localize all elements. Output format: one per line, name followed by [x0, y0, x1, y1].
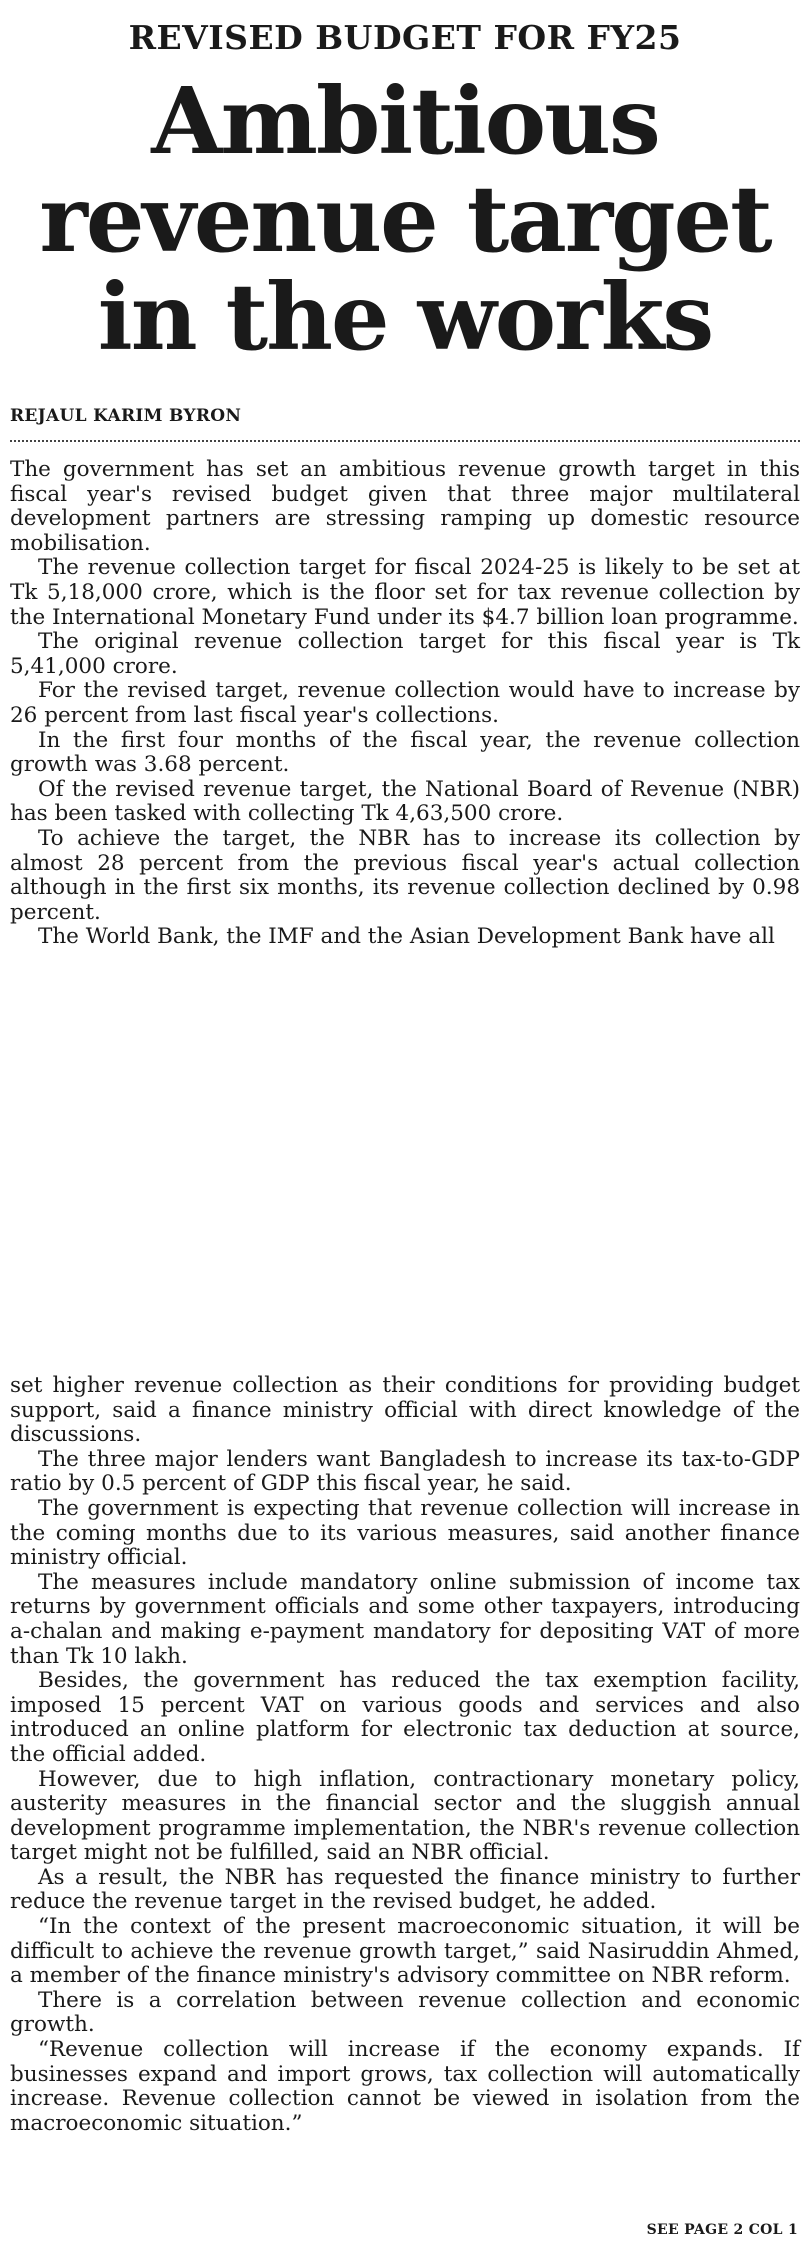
headline-line-1: Ambitious — [151, 67, 659, 175]
paragraph: “Revenue collection will increase if the economy expands. If businesses expand and import grows, tax collection will automatically increase. Revenue collection cannot be viewed in isolation from the macroeconomic situation.” — [10, 2037, 800, 2136]
paragraph: There is a correlation between revenue collection and economic growth. — [10, 1987, 800, 2038]
paragraph: As a result, the NBR has requested the finance ministry to further reduce the revenue target in the revised budget, he added. — [10, 1864, 800, 1915]
paragraph: Of the revised revenue target, the National Board of Revenue (NBR) has been tasked with collecting Tk 4,63,500 crore. — [10, 776, 800, 827]
headline-line-3: in the works — [97, 263, 713, 371]
paragraph: Besides, the government has reduced the tax exemption facility, imposed 15 percent VAT on various goods and services and also introduced an online platform for electronic tax deduction at source, the official added. — [10, 1668, 800, 1767]
paragraph: The revenue collection target for fiscal 2024-25 is likely to be set at Tk 5,18,000 crore, which is the floor set for tax revenue collection by the International Monetary Fund under its $4.7 billion loan programme. — [10, 555, 800, 630]
paragraph: In the first four months of the fiscal year, the revenue collection growth was 3.68 percent. — [10, 727, 800, 778]
paragraph: The original revenue collection target for this fiscal year is Tk 5,41,000 crore. — [10, 629, 800, 679]
article-body-top — [10, 458, 800, 950]
continued-on-page-link[interactable]: SEE PAGE 2 COL 1 — [646, 2222, 798, 2238]
paragraph: The government has set an ambitious revenue growth target in this fiscal year's revised budget given that three major multilateral development partners are stressing ramping up domestic resource mobilisation. — [10, 457, 800, 556]
byline: REJAUL KARIM BYRON — [10, 406, 242, 426]
headline-line-2: revenue target — [39, 165, 771, 273]
byline-divider — [10, 440, 800, 442]
paragraph: The three major lenders want Bangladesh to increase its tax-to-GDP ratio by 0.5 percent of GDP this fiscal year, he said. — [10, 1446, 800, 1497]
kicker: REVISED BUDGET FOR FY25 — [128, 18, 682, 57]
paragraph: For the revised target, revenue collection would have to increase by 26 percent from last fiscal year's collections. — [10, 678, 800, 728]
paragraph: The measures include mandatory online submission of income tax returns by government officials and some other taxpayers, introducing a-chalan and making e-payment mandatory for depositing VAT of more than Tk 10 lakh. — [10, 1569, 800, 1669]
paragraph: set higher revenue collection as their conditions for providing budget support, said a finance ministry official with direct knowledge of the discussions. — [10, 1373, 800, 1448]
paragraph: To achieve the target, the NBR has to increase its collection by almost 28 percent from the previous fiscal year's actual collection although in the first six months, its revenue collection declined by 0.98 percent. — [10, 825, 800, 925]
article-body-bottom — [10, 1374, 800, 2136]
paragraph: The government is expecting that revenue collection will increase in the coming months due to its various measures, said another finance ministry official. — [10, 1495, 800, 1571]
paragraph: “In the context of the present macroeconomic situation, it will be difficult to achieve the revenue growth target,” said Nasiruddin Ahmed, a member of the finance ministry's advisory committee on NBR reform. — [10, 1914, 800, 1989]
headline — [0, 67, 810, 371]
paragraph: The World Bank, the IMF and the Asian Development Bank have all — [38, 924, 775, 950]
paragraph: However, due to high inflation, contractionary monetary policy, austerity measures in the financial sector and the sluggish annual development programme implementation, the NBR's revenue collection target might not be fulfilled, said an NBR official. — [10, 1766, 800, 1866]
